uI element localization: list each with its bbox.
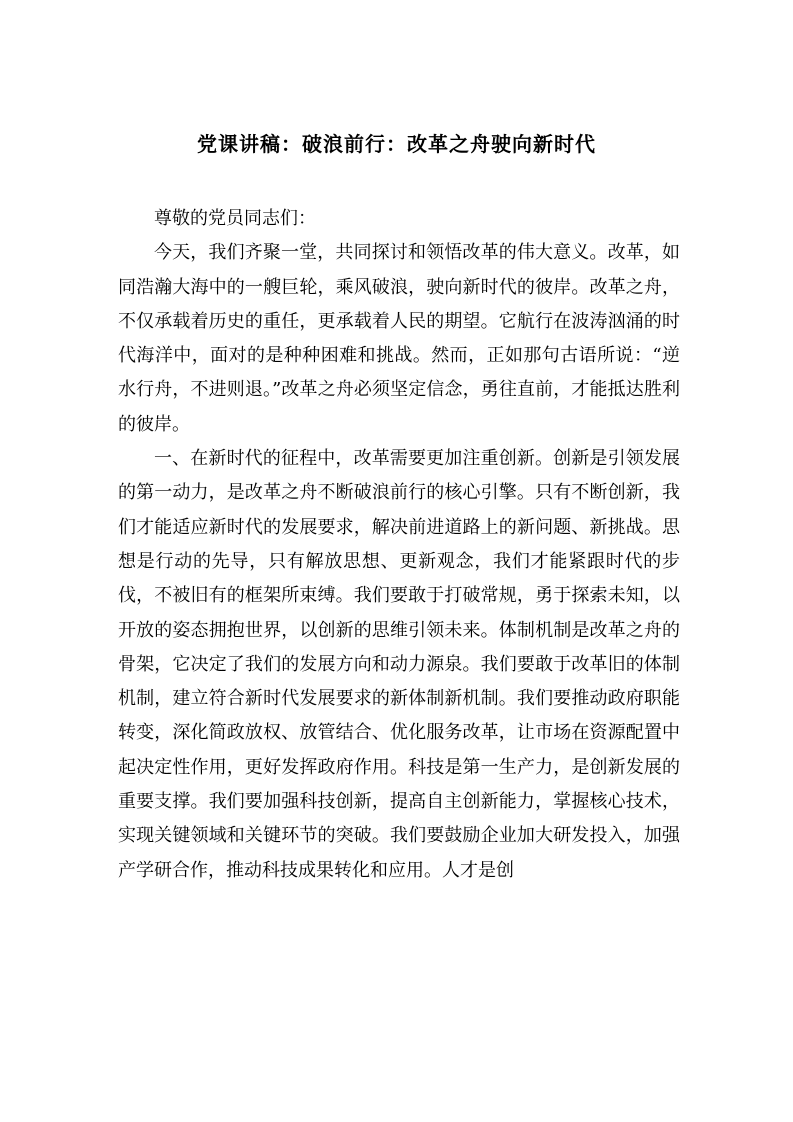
section-one-paragraph: 一、在新时代的征程中，改革需要更加注重创新。创新是引领发展的第一动力，是改革之舟不断破浪前行的核心引擎。只有不断创新，我们才能适应新时代的发展要求，解决前进道路上的新问题、新挑战。思想是行动的先导，只有解放思想、更新观念，我们才能紧跟时代的步伐，不被旧有的框架所束缚。我们要敢于打破常规，勇于探索未知，以开放的姿态拥抱世界，以创新的思维引领未来。体制机制是改革之舟的骨架，它决定了我们的发展方向和动力源泉。我们要敢于改革旧的体制机制，建立符合新时代发展要求的新体制新机制。我们要推动政府职能转变，深化简政放权、放管结合、优化服务改革，让市场在资源配置中起决定性作用，更好发挥政府作用。科技是第一生产力，是创新发展的重要支撑。我们要加强科技创新，提高自主创新能力，掌握核心技术，实现关键领域和关键环节的突破。我们要鼓励企业加大研发投入，加强产学研合作，推动科技成果转化和应用。人才是创 [118, 448, 680, 881]
document-body [118, 202, 680, 888]
document-title: 党课讲稿：破浪前行：改革之舟驶向新时代 [197, 132, 596, 156]
intro-paragraph: 今天，我们齐聚一堂，共同探讨和领悟改革的伟大意义。改革，如同浩瀚大海中的一艘巨轮，乘风破浪，驶向新时代的彼岸。改革之舟，不仅承载着历史的重任，更承载着人民的期望。它航行在波涛汹涌的时代海洋中，面对的是种种困难和挑战。然而，正如那句古语所说：“逆水行舟，不进则退。”改革之舟必须坚定信念，勇往直前，才能抵达胜利的彼岸。 [118, 242, 680, 435]
salutation-paragraph: 尊敬的党员同志们： [154, 208, 316, 229]
